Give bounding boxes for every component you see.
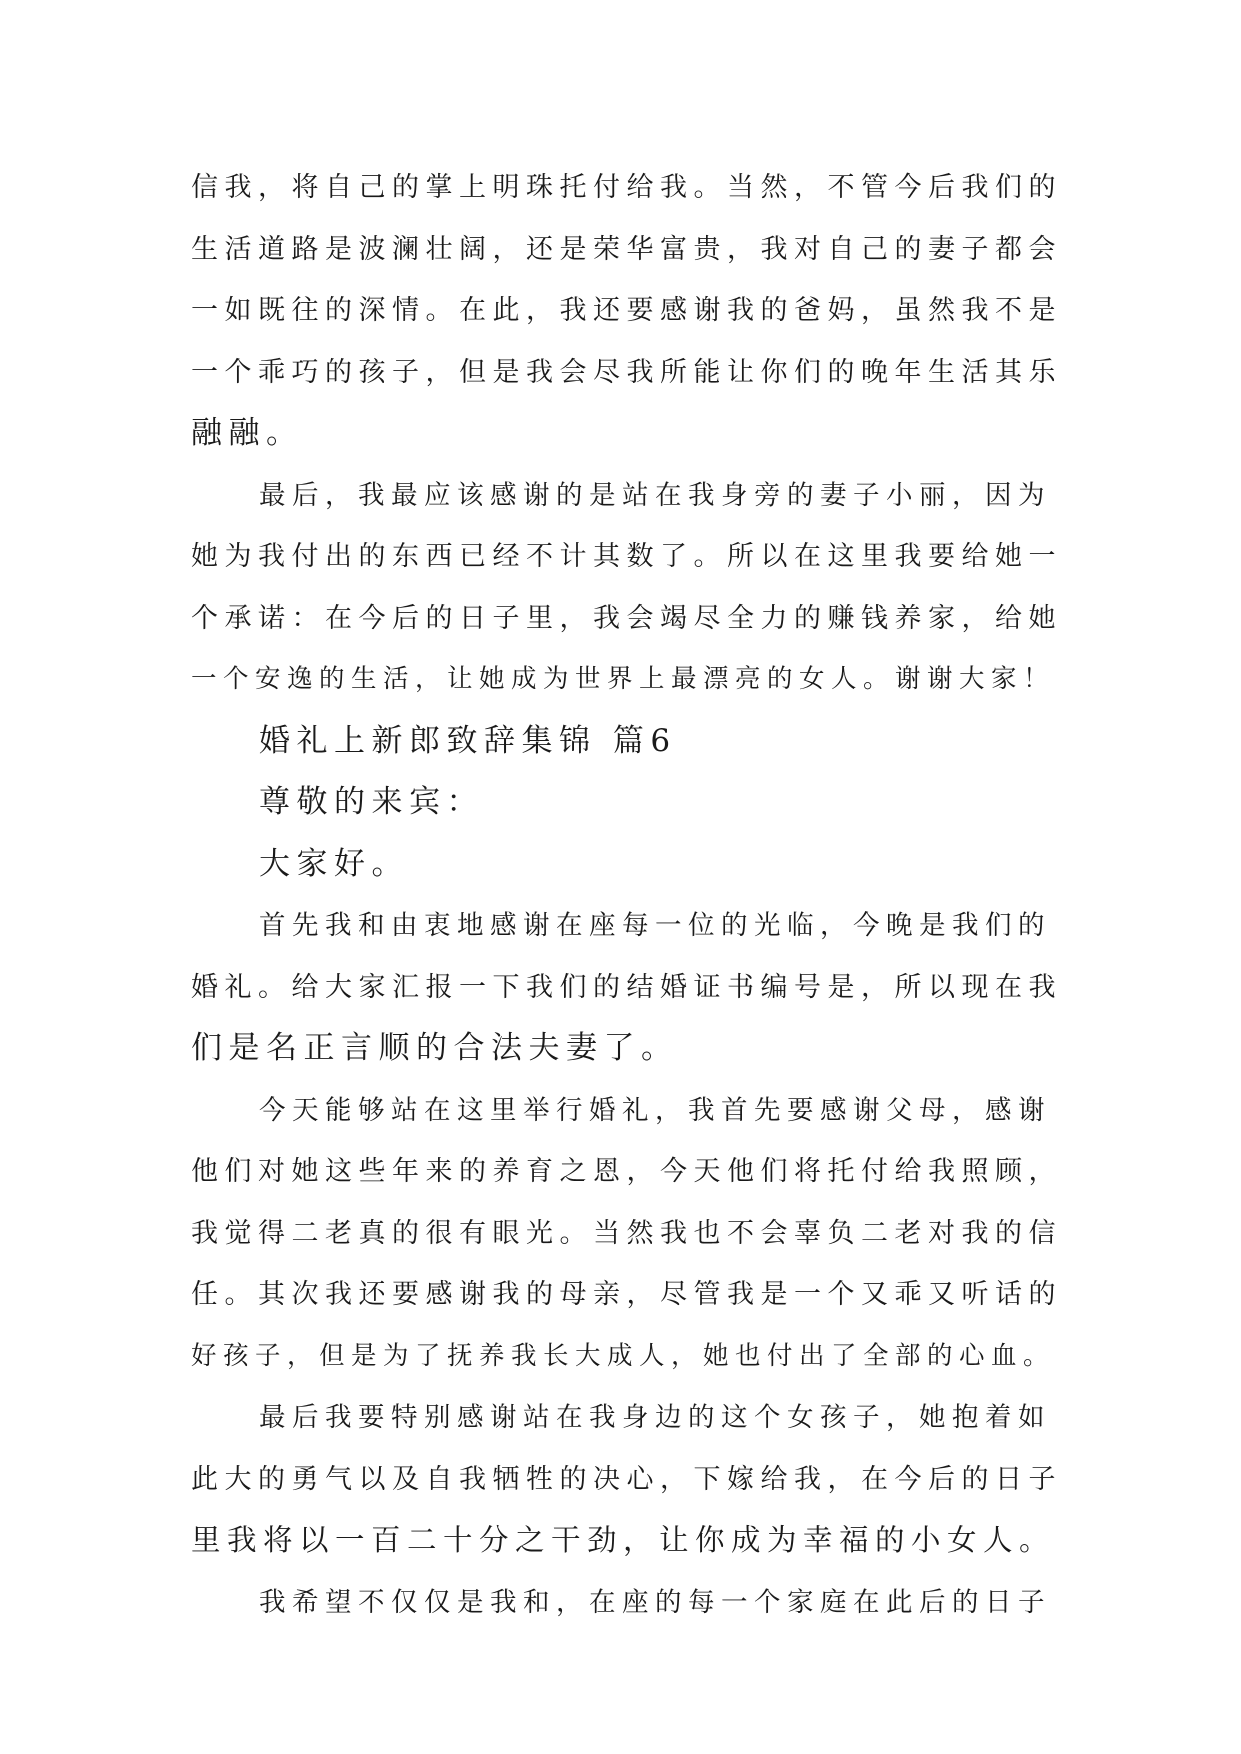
document-body xyxy=(191,157,1062,1633)
text-line: 个承诺：在今后的日子里，我会竭尽全力的赚钱养家，给她 xyxy=(191,602,1062,634)
text-line: 我希望不仅仅是我和，在座的每一个家庭在此后的日子 xyxy=(259,1586,1051,1618)
greeting: 大家好。 xyxy=(259,845,409,882)
text-line: 一如既往的深情。在此，我还要感谢我的爸妈，虽然我不是 xyxy=(191,295,1062,326)
section-heading: 婚礼上新郎致辞集锦 篇6 xyxy=(259,722,677,759)
text-line: 首先我和由衷地感谢在座每一位的光临，今晚是我们的 xyxy=(259,910,1051,941)
text-line: 此大的勇气以及自我牺牲的决心，下嫁给我，在今后的日子 xyxy=(191,1463,1062,1495)
salutation: 尊敬的来宾： xyxy=(259,784,484,820)
text-line: 他们对她这些年来的养育之恩，今天他们将托付给我照顾， xyxy=(191,1156,1062,1187)
text-line: 里我将以一百二十分之干劲，让你成为幸福的小女人。 xyxy=(191,1523,1056,1557)
text-line: 今天能够站在这里举行婚礼，我首先要感谢父母，感谢 xyxy=(259,1094,1051,1126)
text-line: 任。其次我还要感谢我的母亲，尽管我是一个又乖又听话的 xyxy=(191,1279,1062,1310)
text-line: 婚礼。给大家汇报一下我们的结婚证书编号是，所以现在我 xyxy=(191,971,1062,1003)
text-line: 最后我要特别感谢站在我身边的这个女孩子，她抱着如 xyxy=(259,1402,1051,1433)
text-line: 信我，将自己的掌上明珠托付给我。当然，不管今后我们的 xyxy=(191,172,1062,203)
text-line: 们是名正言顺的合法夫妻了。 xyxy=(191,1030,679,1066)
text-line: 她为我付出的东西已经不计其数了。所以在这里我要给她一 xyxy=(191,541,1062,572)
text-line: 我觉得二老真的很有眼光。当然我也不会辜负二老对我的信 xyxy=(191,1217,1062,1249)
text-line: 一个安逸的生活，让她成为世界上最漂亮的女人。谢谢大家！ xyxy=(191,664,1056,694)
text-line: 好孩子，但是为了抚养我长大成人，她也付出了全部的心血。 xyxy=(191,1340,1056,1371)
text-line: 生活道路是波澜壮阔，还是荣华富贵，我对自己的妻子都会 xyxy=(191,233,1062,265)
text-line: 最后，我最应该感谢的是站在我身旁的妻子小丽，因为 xyxy=(259,479,1051,511)
text-line: 融融。 xyxy=(191,415,304,451)
text-line: 一个乖巧的孩子，但是我会尽我所能让你们的晚年生活其乐 xyxy=(191,356,1062,388)
